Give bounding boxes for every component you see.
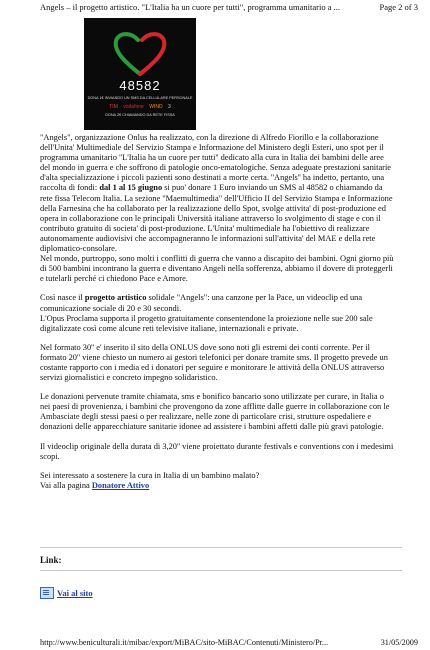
links-heading: Link: [40, 555, 62, 565]
paragraph-support: Sei interessato a sostenere la cura in Italia di un bambino malato? Vai alla pagina Donatore Attivo [40, 470, 260, 490]
tim-logo: TIM [109, 104, 118, 110]
paragraph-videoclip: Il videoclip originale della durata di 3,20'' viene proiettato durante festivals e conventions con i medesimi scopi. [40, 441, 394, 461]
donation-dates: dal 1 al 15 giugno [99, 183, 163, 193]
source-url: http://www.beniculturali.it/mibac/export/MiBAC/sito-MiBAC/Contenuti/Ministero/Pr... [40, 638, 329, 647]
donatore-attivo-link[interactable]: Donatore Attivo [91, 480, 150, 490]
heart-logo-icon [112, 30, 168, 76]
print-date: 31/05/2009 [380, 638, 418, 647]
article-body [40, 133, 396, 491]
page-footer [40, 638, 418, 647]
operator-logos [84, 104, 196, 110]
page-header [40, 2, 418, 12]
vodafone-logo: vodafone [123, 104, 144, 110]
vai-al-sito-link-row[interactable] [40, 587, 93, 599]
campaign-banner [84, 18, 196, 130]
external-link-icon [40, 587, 54, 599]
paragraph-intro: "Angels", organizzazione Onlus ha realizzato, con la direzione di Alfredo Fiorillo e la collaborazione dell'Unita' Multimediale del Servizio Stampa e Informazione del Ministero degli Esteri, uno spot per il programma umanitario ''L'Italia ha un cuore per tutti'' dedicato alla cura in Italia dei bambini delle aree del mondo in guerra e che soffrono di patologie onco-ematologiche. Senza adeguate prestazioni sanitarie d'alta specializzazione i piccoli pazienti sono destinati a morte certa. ''Angels'' ha indetto, pertanto, una raccolta di fondi: dal 1 al 15 giugno si puo' donare 1 Euro inviando un SMS al 48582 o chiamando da rete fissa Telecom Italia. La sezione "Maemultimedia" dell'Ufficio II del Servizio Stampa e Informazione della Farnesina che ha collaborato per la realizzazione dello Spot, svolge attivita' di post-produzione ed opera in collaborazione con le principali Università italiane attraverso lo svolgimento di stage e con il contributo gratuito di societa' di post-produzione. L'Unita' multimediale ha l'obiettivo di realizzare autonomamente audiovisivi che accompagneranno le informazioni sull'attivita' del MAE e della rete diplomatico-consolare. Nel mondo, purtroppo, sono molti i conflitti di guerra che vanno a discapito dei bambini. Ogni giorno più di 500 bambini incontrano la guerra e diventano Angeli nella sofferenza, abbiamo il dovere di proteggerli e tutelarli perché ci chiedono Pace e Amore. [40, 133, 394, 284]
three-logo: 3 [167, 104, 171, 110]
paragraph-project: Così nasce il progetto artistico solidale "Angels": una canzone per la Pace, un videoclip ed una comunicazione sociale di 20 e 30 secondi. L'Opus Proclama supporta il progetto gratuitamente consentendone la proiezione nelle sue 200 sale digitalizzate così come alcune reti televisive italiane, internazionali e private. [40, 293, 373, 333]
wind-logo: WIND [149, 104, 163, 110]
banner-sms-text: DONA 1€ INVIANDO UN SMS DA CELLULARE PERSONALE [87, 96, 193, 100]
divider [40, 547, 402, 548]
paragraph-donations: Le donazioni pervenute tramite chiamata, sms e bonifico bancario sono utilizzate per curare, in Italia o nei paesi di provenienza, i bambini che provengono da zone afflitte dalle guerre in collaborazione con le Ambasciate degli stessi paesi o per realizzare, nelle zone di particolare crisi, strutture ospedaliere e donazioni delle apparecchiature sanitarie idonee ad assistere i bambini affetti dalle più gravi patologie. [40, 392, 390, 432]
header-title: Angels – il progetto artistico. "L'Italia ha un cuore per tutti", programma umanitario a ... [40, 2, 340, 12]
paragraph-format: Nel formato 30'' e' inserito il sito della ONLUS dove sono noti gli estremi dei conti corrente. Per il formato 20'' viene chiesto un numero ai gestori telefonici per donare tramite sms. Il progetto prevede un costante rapporto con i media ed i donatori per seguire e monitorare le attività della ONLUS attraverso servizi giornalistici e concreto impegno solidaristico. [40, 342, 388, 383]
header-page-number: Page 2 of 3 [379, 2, 418, 12]
banner-landline-text: DONA 2€ CHIAMANDO DA RETE FISSA [105, 113, 175, 117]
sms-number: 48582 [119, 78, 161, 93]
vai-al-sito-link[interactable]: Vai al sito [57, 588, 93, 598]
divider [40, 570, 402, 571]
